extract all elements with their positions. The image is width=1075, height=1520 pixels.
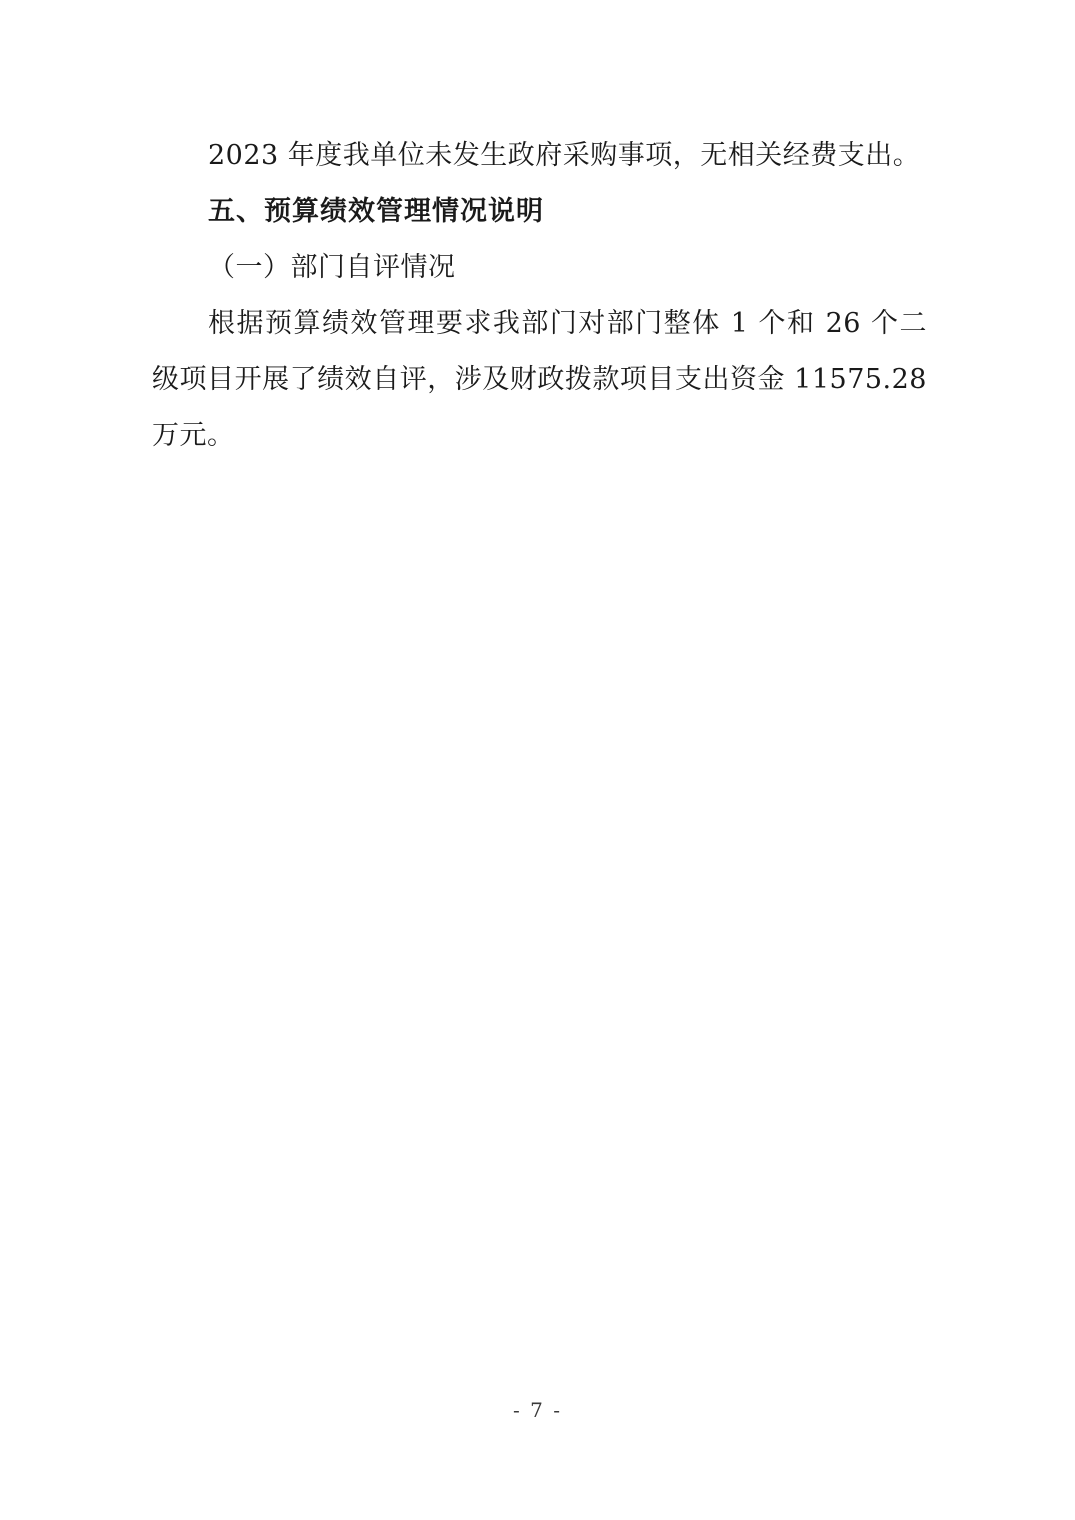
- paragraph-procurement: 2023 年度我单位未发生政府采购事项，无相关经费支出。: [208, 140, 921, 171]
- page-number: - 7 -: [513, 1398, 562, 1422]
- subsection-heading-one: （一）部门自评情况: [208, 252, 456, 283]
- document-body: [152, 128, 937, 464]
- section-heading-five: 五、预算绩效管理情况说明: [208, 196, 544, 227]
- paragraph-self-evaluation: 根据预算绩效管理要求我部门对部门整体 1 个和 26 个二级项目开展了绩效自评，涉及财政拨款项目支出资金 11575.28 万元。: [152, 308, 937, 451]
